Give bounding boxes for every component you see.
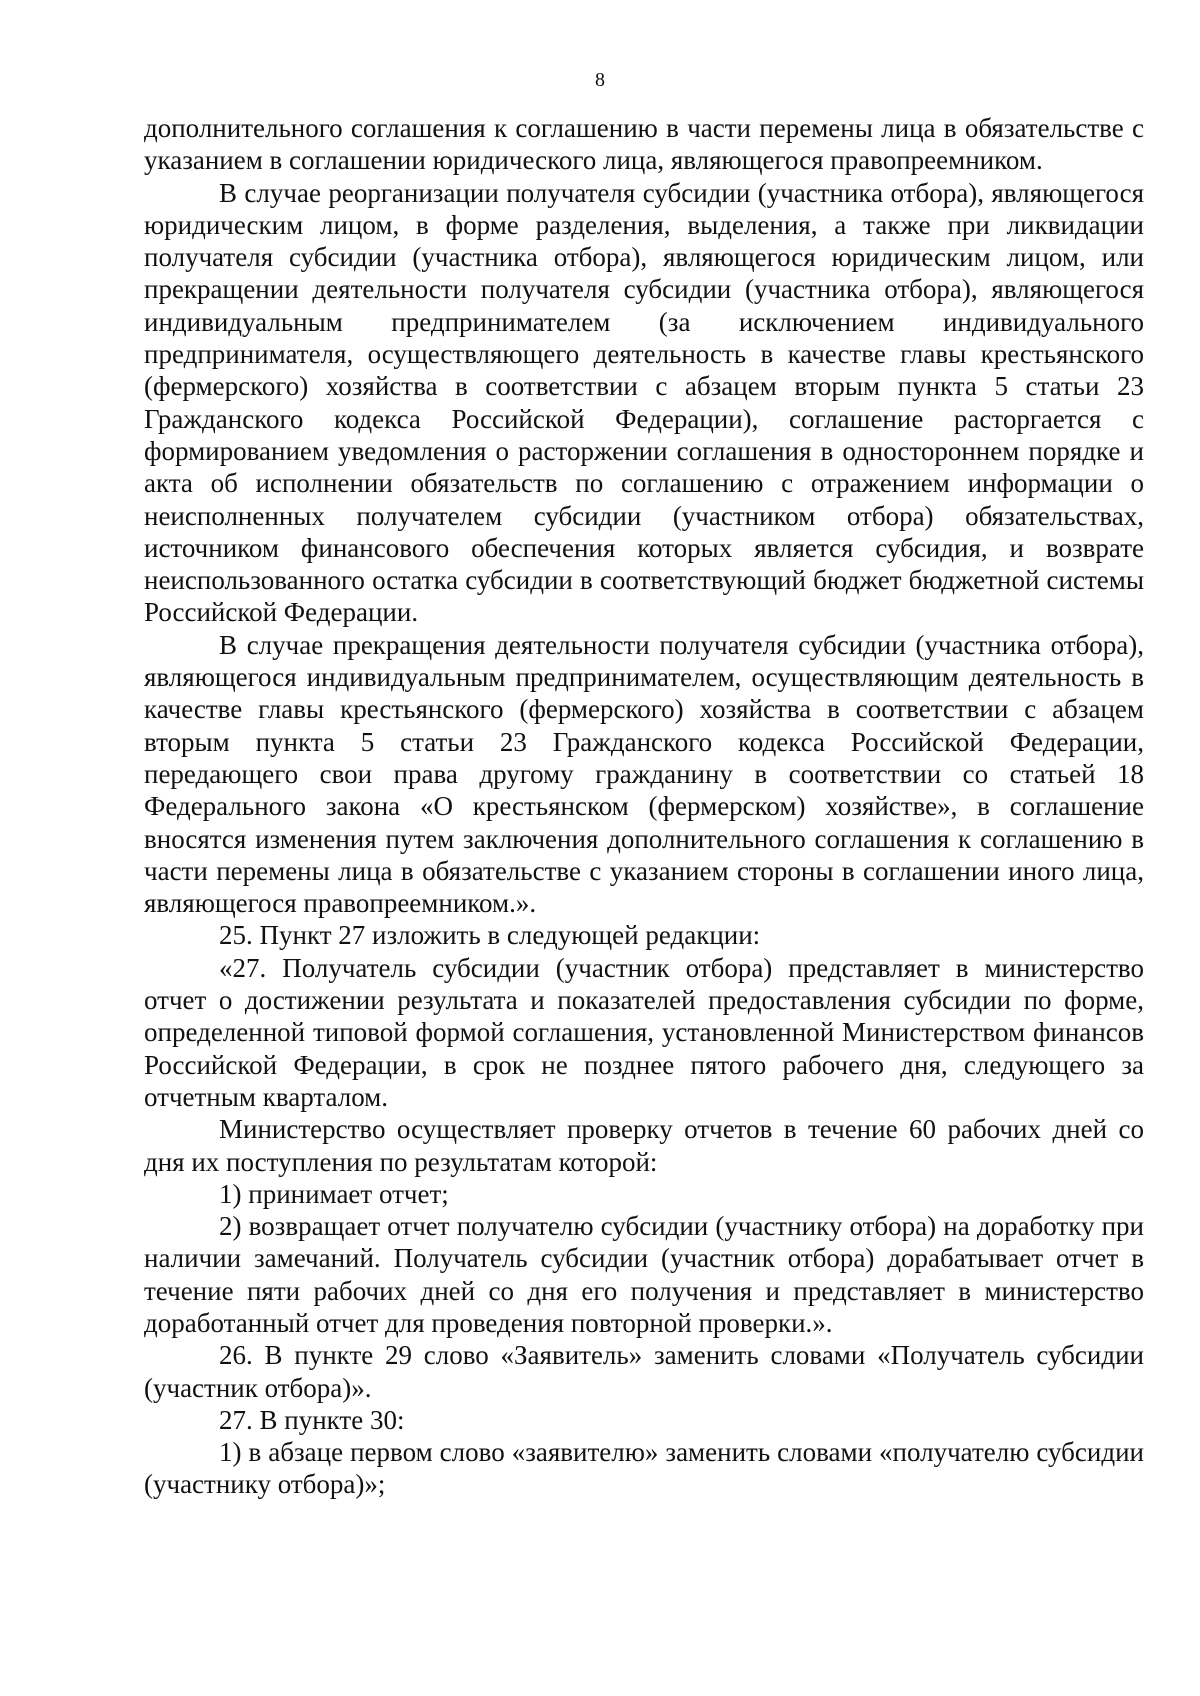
paragraph-item-27-text: «27. Получатель субсидии (участник отбора) представляет в министерство отчет о достижении результата и показателей предоставления субсидии по форме, определенной типовой формой соглашения, установленной Министерством финансов Российской Федерации, в срок не позднее пятого рабочего дня, следующего за отчетным кварталом.	[144, 952, 1144, 1112]
paragraph-subitem-1: 1) принимает отчет;	[219, 1178, 449, 1209]
paragraph-item-25: 25. Пункт 27 изложить в следующей редакции:	[219, 920, 761, 951]
page-number: 8	[595, 69, 605, 91]
paragraph-reorganization: В случае реорганизации получателя субсидии (участника отбора), являющегося юридическим лицом, в форме разделения, выделения, а также при ликвидации получателя субсидии (участника отбора), являющегося юридическим лицом, или прекращении деятельности получателя субсидии (участника отбора), являющегося индивидуальным предпринимателем (за исключением индивидуального предпринимателя, осуществляющего деятельность в качестве главы крестьянского (фермерского) хозяйства в соответствии с абзацем вторым пункта 5 статьи 23 Гражданского кодекса Российской Федерации), соглашение расторгается с формированием уведомления о расторжении соглашения в одностороннем порядке и акта об исполнении обязательств по соглашению с отражением информации о неисполненных получателем субсидии (участником отбора) обязательствах, источником финансового обеспечения которых является субсидия, и возврате неиспользованного остатка субсидии в соответствующий бюджет бюджетной системы Российской Федерации.	[144, 177, 1144, 628]
paragraph-item-26: 26. В пункте 29 слово «Заявитель» заменить словами «Получатель субсидии (участник отбора)».	[144, 1340, 1144, 1403]
paragraph-item-27: 27. В пункте 30:	[219, 1404, 405, 1435]
document-body	[144, 112, 1144, 1501]
paragraph-continuation: дополнительного соглашения к соглашению в части перемены лица в обязательстве с указанием в соглашении юридического лица, являющегося правопреемником.	[144, 113, 1144, 176]
paragraph-termination: В случае прекращения деятельности получателя субсидии (участника отбора), являющегося индивидуальным предпринимателем, осуществляющим деятельность в качестве главы крестьянского (фермерского) хозяйства в соответствии с абзацем вторым пункта 5 статьи 23 Гражданского кодекса Российской Федерации, передающего свои права другому гражданину в соответствии со статьей 18 Федерального закона «О крестьянском (фермерском) хозяйстве», в соглашение вносятся изменения путем заключения дополнительного соглашения к соглашению в части перемены лица в обязательстве с указанием стороны в соглашении иного лица, являющегося правопреемником.».	[144, 629, 1144, 919]
paragraph-item-27-subitem-1: 1) в абзаце первом слово «заявителю» заменить словами «получателю субсидии (участнику отбора)»;	[144, 1437, 1144, 1500]
paragraph-ministry-check: Министерство осуществляет проверку отчетов в течение 60 рабочих дней со дня их поступления по результатам которой:	[144, 1114, 1144, 1177]
paragraph-subitem-2: 2) возвращает отчет получателю субсидии (участнику отбора) на доработку при наличии замечаний. Получатель субсидии (участник отбора) дорабатывает отчет в течение пяти рабочих дней со дня его получения и представляет в министерство доработанный отчет для проведения повторной проверки.».	[144, 1211, 1144, 1338]
